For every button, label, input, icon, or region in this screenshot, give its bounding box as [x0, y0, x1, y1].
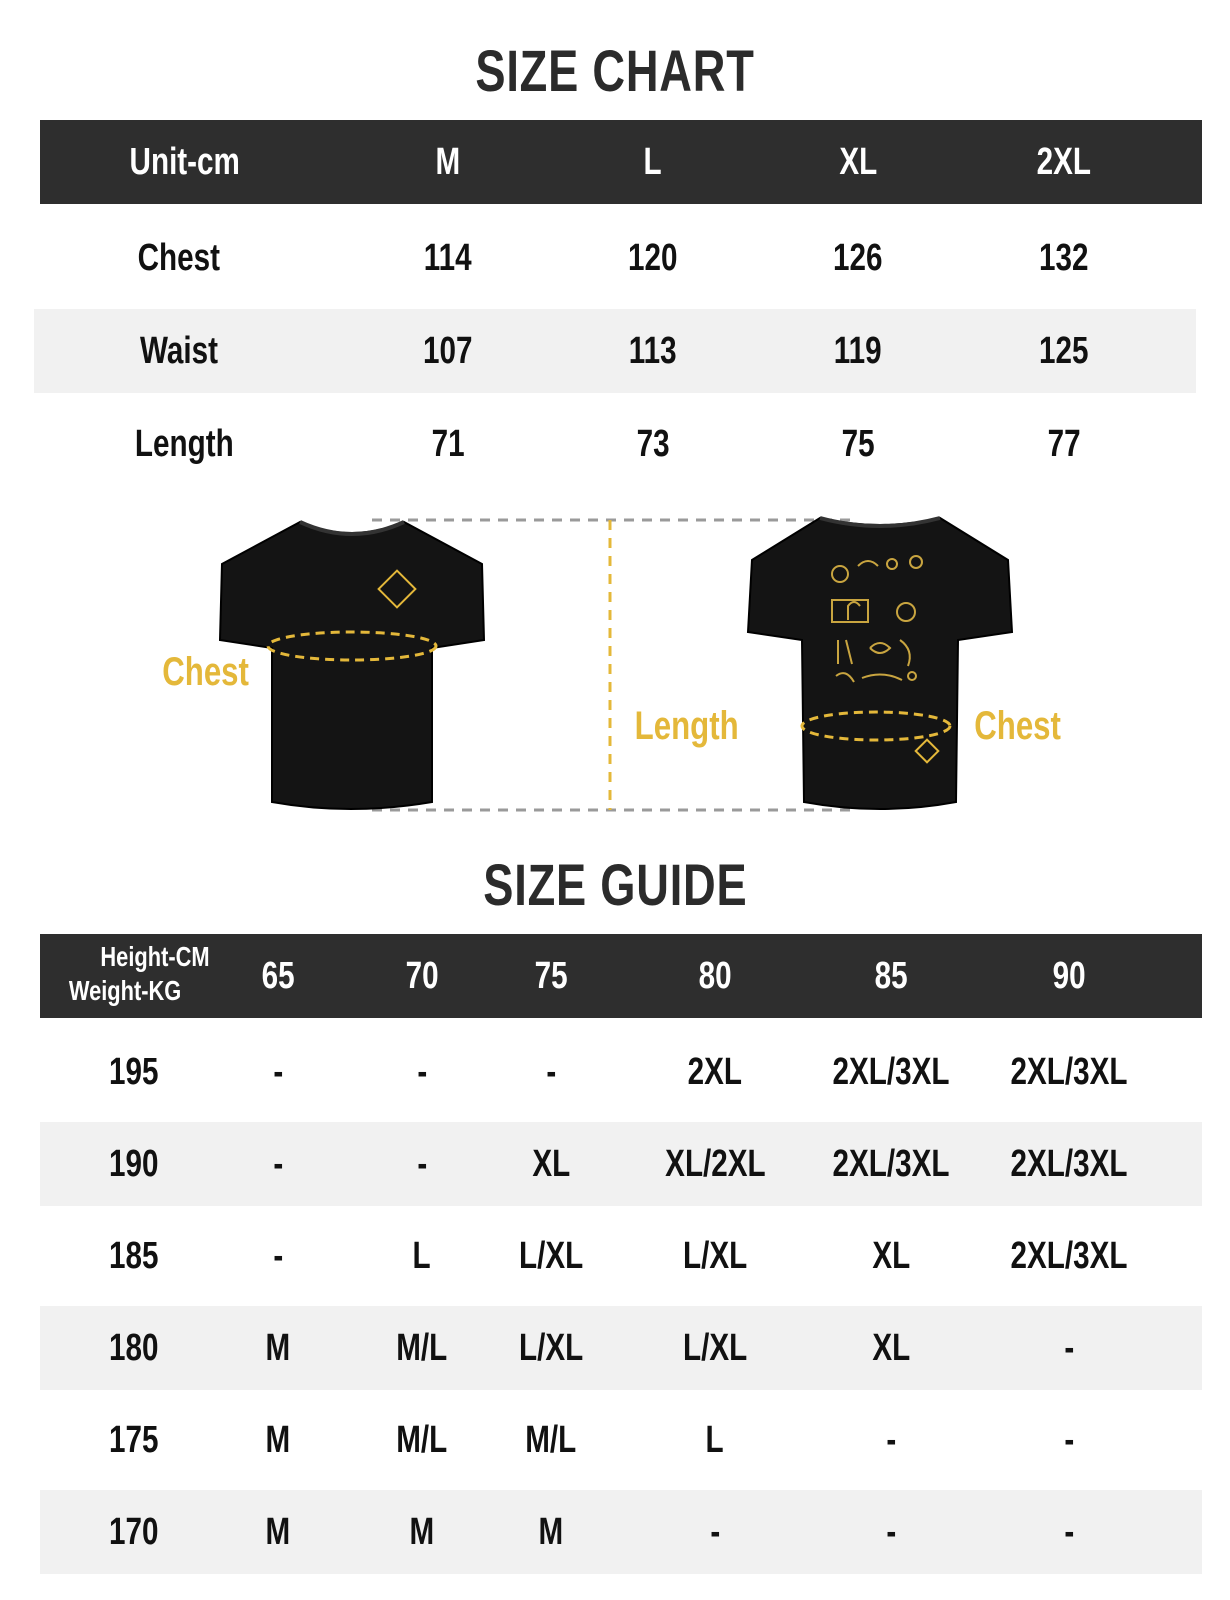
row-label: Length	[134, 423, 234, 465]
size-guide-title: SIZE GUIDE	[482, 853, 748, 918]
size-cell: -	[710, 1511, 720, 1553]
size-guide-row-195	[40, 1030, 1202, 1114]
value-l: 120	[628, 237, 678, 279]
size-guide-corner-label	[40, 940, 240, 1008]
value-xl: 126	[833, 237, 883, 279]
size-cell: -	[1064, 1511, 1074, 1553]
size-chart-header-unit: Unit-cm	[129, 141, 241, 183]
height-value: 175	[109, 1419, 159, 1461]
size-guide-row-170	[40, 1490, 1202, 1574]
size-cell: -	[1064, 1327, 1074, 1369]
size-cell: -	[273, 1143, 283, 1185]
weight-65: 65	[261, 955, 295, 997]
weight-90: 90	[1052, 955, 1086, 997]
weight-80: 80	[698, 955, 732, 997]
size-cell: L/XL	[518, 1327, 584, 1369]
size-cell: 2XL/3XL	[832, 1051, 950, 1093]
row-label: Waist	[140, 330, 218, 372]
size-cell: M/L	[396, 1419, 448, 1461]
size-cell: 2XL/3XL	[1010, 1235, 1128, 1277]
value-2xl: 125	[1039, 330, 1089, 372]
weight-kg-label: Weight-KG	[68, 975, 182, 1006]
size-cell: -	[546, 1051, 556, 1093]
height-cm-label: Height-CM	[100, 941, 210, 972]
size-guide-header	[40, 934, 1202, 1018]
size-guide-row-190	[40, 1122, 1202, 1206]
size-cell: 2XL	[687, 1051, 743, 1093]
size-cell: M	[409, 1511, 435, 1553]
value-m: 71	[431, 423, 465, 465]
size-cell: 2XL/3XL	[1010, 1143, 1128, 1185]
size-cell: XL	[532, 1143, 570, 1185]
weight-85: 85	[874, 955, 908, 997]
size-cell: -	[886, 1419, 896, 1461]
size-chart-header	[40, 120, 1202, 204]
size-cell: XL	[872, 1327, 910, 1369]
value-xl: 75	[841, 423, 875, 465]
size-cell: XL	[872, 1235, 910, 1277]
size-cell: -	[273, 1235, 283, 1277]
size-cell: M	[538, 1511, 564, 1553]
size-chart-row-waist	[34, 309, 1196, 393]
size-cell: M	[265, 1327, 291, 1369]
size-guide-row-180	[40, 1306, 1202, 1390]
size-cell: L/XL	[682, 1327, 748, 1369]
back-chest-label: Chest	[974, 704, 1061, 748]
size-cell: M/L	[396, 1327, 448, 1369]
value-l: 113	[629, 330, 677, 372]
size-cell: M/L	[525, 1419, 577, 1461]
size-cell: L	[412, 1235, 432, 1277]
front-tshirt-icon	[220, 522, 484, 809]
value-m: 114	[424, 237, 472, 279]
size-cell: -	[417, 1051, 427, 1093]
size-cell: -	[1064, 1419, 1074, 1461]
height-value: 170	[109, 1511, 159, 1553]
height-value: 180	[109, 1327, 159, 1369]
size-cell: M	[265, 1511, 291, 1553]
size-cell: -	[273, 1051, 283, 1093]
size-guide-row-175	[40, 1398, 1202, 1482]
weight-70: 70	[405, 955, 439, 997]
height-value: 190	[109, 1143, 159, 1185]
size-chart-title: SIZE CHART	[475, 39, 755, 104]
value-xl: 119	[834, 330, 882, 372]
size-chart-header-m: M	[435, 141, 461, 183]
size-cell: -	[886, 1511, 896, 1553]
size-chart-row-chest	[34, 216, 1196, 300]
size-cell: L/XL	[518, 1235, 584, 1277]
weight-75: 75	[534, 955, 568, 997]
size-cell: M	[265, 1419, 291, 1461]
size-guide-row-185	[40, 1214, 1202, 1298]
size-cell: L	[705, 1419, 725, 1461]
height-value: 195	[109, 1051, 159, 1093]
tshirt-illustration	[0, 500, 1230, 830]
front-chest-label: Chest	[162, 650, 249, 694]
value-l: 73	[636, 423, 670, 465]
size-chart-header-l: L	[643, 141, 663, 183]
size-cell: -	[417, 1143, 427, 1185]
size-cell: 2XL/3XL	[1010, 1051, 1128, 1093]
size-cell: 2XL/3XL	[832, 1143, 950, 1185]
length-label: Length	[634, 704, 739, 748]
value-m: 107	[423, 330, 473, 372]
value-2xl: 77	[1047, 423, 1081, 465]
size-chart-header-2xl: 2XL	[1036, 141, 1092, 183]
size-chart-header-xl: XL	[839, 141, 877, 183]
size-chart-row-length	[34, 402, 1196, 486]
height-value: 185	[109, 1235, 159, 1277]
row-label: Chest	[137, 237, 221, 279]
back-tshirt-icon	[748, 518, 1012, 809]
size-cell: XL/2XL	[664, 1143, 766, 1185]
size-cell: L/XL	[682, 1235, 748, 1277]
value-2xl: 132	[1039, 237, 1089, 279]
